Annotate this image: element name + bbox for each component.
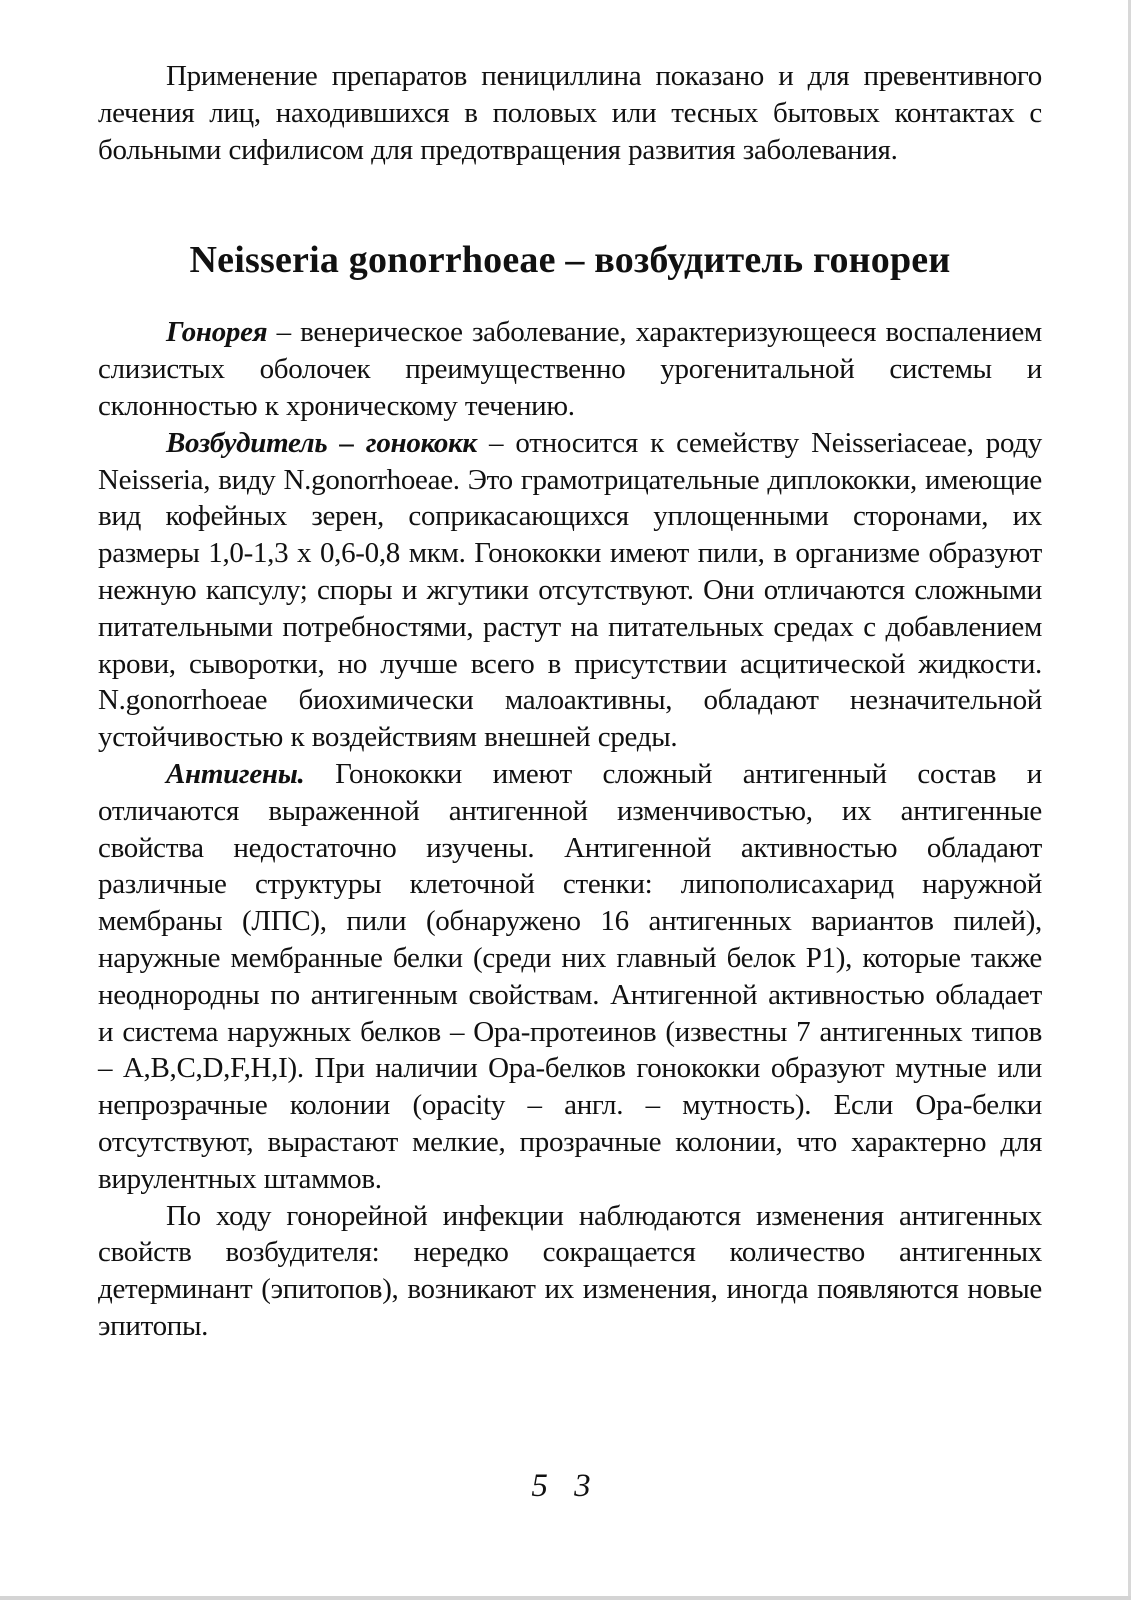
paragraph-antigens	[98, 756, 1042, 1198]
paragraph-pathogen	[98, 425, 1042, 756]
page-number: 5 3	[531, 1468, 600, 1504]
term-antigens: Антигены.	[166, 757, 305, 790]
paragraph-antigens-text: Гонококки имеют сложный антигенный состав и отличаются выраженной антигенной изменчивостью, их антигенные свойства недостаточно изучены. Антигенной активностью обладают различные структуры клеточной стенки: липополисахарид наружной мембраны (ЛПС), пили (обнаружено 16 антигенных вариантов пилей), наружные мембранные белки (среди них главный белок P1), которые также неоднородны по антигенным свойствам. Антигенной активностью обладает и система наружных белков – Opa-протеинов (известны 7 антигенных типов – A,B,C,D,F,H,I). При наличии Opa-белков гонококки образуют мутные или непрозрачные колонии (opacity – англ. – мутность). Если Opa-белки отсутствуют, вырастают мелкие, прозрачные колонии, что характерно для вирулентных штаммов.	[98, 757, 1042, 1195]
paragraph-pathogen-text: – относится к семейству Neisseriaceae, роду Neisseria, виду N.gonorrhoeae. Это грамотрицательные диплококки, имеющие вид кофейных зерен, соприкасающихся уплощенными сторонами, их размеры 1,0-1,3 х 0,6-0,8 мкм. Гонококки имеют пили, в организме образуют нежную капсулу; споры и жгутики отсутствуют. Они отличаются сложными питательными потребностями, растут на питательных средах с добавлением крови, сыворотки, но лучше всего в присутствии асцитической жидкости. N.gonorrhoeae биохимически малоактивны, обладают незначительной устойчивостью к воздействиям внешней среды.	[98, 426, 1042, 754]
intro-paragraph: Применение препаратов пенициллина показано и для превентивного лечения лиц, находившихся в половых или тесных бытовых контактах с больными сифилисом для предотвращения развития заболевания.	[98, 60, 1042, 166]
page-edge-bottom	[0, 1596, 1131, 1600]
paragraph-course: По ходу гонорейной инфекции наблюдаются изменения антигенных свойств возбудителя: нередко сокращается количество антигенных детерминант (эпитопов), возникают их изменения, иногда появляются новые эпитопы.	[98, 1199, 1042, 1342]
paragraph-gonorrhea-text: – венерическое заболевание, характеризующееся воспалением слизистых оболочек преимущественно урогенитальной системы и склонностью к хроническому течению.	[98, 316, 1042, 422]
paragraph-gonorrhea	[98, 314, 1042, 424]
term-gonorrhea: Гонорея	[166, 316, 268, 349]
term-pathogen: Возбудитель – гонококк	[166, 426, 477, 459]
section-title: Neisseria gonorrhoeae – возбудитель гонореи	[189, 239, 951, 282]
page-content	[98, 58, 1042, 1345]
